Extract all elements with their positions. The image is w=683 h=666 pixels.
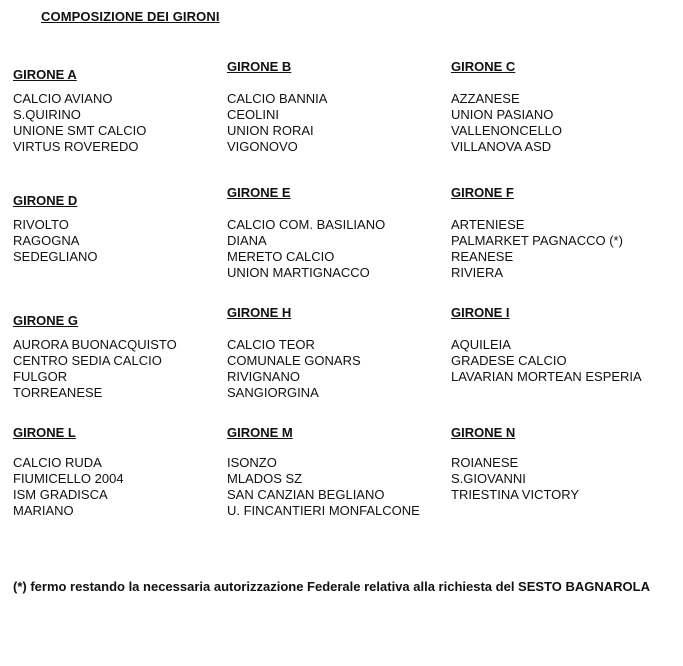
team-item: U. FINCANTIERI MONFALCONE xyxy=(227,503,420,518)
team-item: ISM GRADISCA xyxy=(13,487,108,502)
team-item: ARTENIESE xyxy=(451,217,525,232)
group-i xyxy=(451,305,642,385)
group-e xyxy=(227,185,385,281)
group-title: GIRONE C xyxy=(451,59,516,74)
team-item: COMUNALE GONARS xyxy=(227,353,361,368)
team-item: VILLANOVA ASD xyxy=(451,139,552,154)
team-item: ROIANESE xyxy=(451,455,519,470)
team-list xyxy=(13,337,177,401)
group-title: GIRONE F xyxy=(451,185,514,200)
team-item: VALLENONCELLO xyxy=(451,123,563,138)
team-list xyxy=(227,337,361,401)
team-item: SAN CANZIAN BEGLIANO xyxy=(227,487,385,502)
group-b xyxy=(227,59,327,155)
team-item: REANESE xyxy=(451,249,514,264)
team-item: CEOLINI xyxy=(227,107,280,122)
group-g xyxy=(13,313,177,401)
team-item: CALCIO BANNIA xyxy=(227,91,328,106)
group-title: GIRONE L xyxy=(13,425,76,440)
team-item: AURORA BUONACQUISTO xyxy=(13,337,177,352)
team-list xyxy=(227,91,327,155)
team-item: TORREANESE xyxy=(13,385,103,400)
group-title: GIRONE H xyxy=(227,305,292,320)
group-n xyxy=(451,425,579,503)
group-title: GIRONE M xyxy=(227,425,293,440)
team-item: MERETO CALCIO xyxy=(227,249,335,264)
team-item: UNION RORAI xyxy=(227,123,314,138)
team-item: RIVIGNANO xyxy=(227,369,300,384)
group-title: GIRONE A xyxy=(13,67,77,82)
team-item: AZZANESE xyxy=(451,91,520,106)
group-title: GIRONE N xyxy=(451,425,516,440)
team-list xyxy=(451,217,623,281)
team-list xyxy=(451,91,562,155)
team-item: SEDEGLIANO xyxy=(13,249,98,264)
group-l xyxy=(13,425,124,519)
group-title: GIRONE G xyxy=(13,313,79,328)
team-item: UNION MARTIGNACCO xyxy=(227,265,370,280)
group-title: GIRONE E xyxy=(227,185,291,200)
team-item: TRIESTINA VICTORY xyxy=(451,487,580,502)
group-d xyxy=(13,193,98,265)
team-item: S.QUIRINO xyxy=(13,107,81,122)
team-item: FULGOR xyxy=(13,369,68,384)
team-item: RIVOLTO xyxy=(13,217,69,232)
page-title: COMPOSIZIONE DEI GIRONI xyxy=(41,9,220,24)
team-item: SANGIORGINA xyxy=(227,385,319,400)
team-list xyxy=(451,337,642,385)
team-list xyxy=(227,455,420,519)
group-c xyxy=(451,59,562,155)
team-list xyxy=(13,217,98,265)
team-item: FIUMICELLO 2004 xyxy=(13,471,124,486)
team-item: DIANA xyxy=(227,233,267,248)
footnote: (*) fermo restando la necessaria autorizzazione Federale relativa alla richiesta del SESTO BAGNAROLA xyxy=(13,579,650,594)
team-item: CALCIO AVIANO xyxy=(13,91,113,106)
team-item: VIRTUS ROVEREDO xyxy=(13,139,139,154)
team-item: RIVIERA xyxy=(451,265,504,280)
team-item: CALCIO RUDA xyxy=(13,455,102,470)
team-item: PALMARKET PAGNACCO (*) xyxy=(451,233,623,248)
team-item: VIGONOVO xyxy=(227,139,298,154)
team-item: RAGOGNA xyxy=(13,233,80,248)
team-item: MLADOS SZ xyxy=(227,471,303,486)
group-m xyxy=(227,425,420,519)
team-item: S.GIOVANNI xyxy=(451,471,526,486)
group-f xyxy=(451,185,623,281)
team-list xyxy=(227,217,385,281)
team-item: ISONZO xyxy=(227,455,277,470)
group-a xyxy=(13,67,146,155)
team-list xyxy=(13,455,124,519)
team-item: UNION PASIANO xyxy=(451,107,554,122)
team-item: CALCIO TEOR xyxy=(227,337,315,352)
group-title: GIRONE D xyxy=(13,193,78,208)
team-item: AQUILEIA xyxy=(451,337,511,352)
team-item: MARIANO xyxy=(13,503,74,518)
group-h xyxy=(227,305,361,401)
team-item: UNIONE SMT CALCIO xyxy=(13,123,147,138)
group-title: GIRONE B xyxy=(227,59,292,74)
team-list xyxy=(13,91,146,155)
team-item: LAVARIAN MORTEAN ESPERIA xyxy=(451,369,642,384)
team-item: CENTRO SEDIA CALCIO xyxy=(13,353,162,368)
team-list xyxy=(451,455,579,503)
team-item: GRADESE CALCIO xyxy=(451,353,567,368)
group-title: GIRONE I xyxy=(451,305,510,320)
team-item: CALCIO COM. BASILIANO xyxy=(227,217,386,232)
